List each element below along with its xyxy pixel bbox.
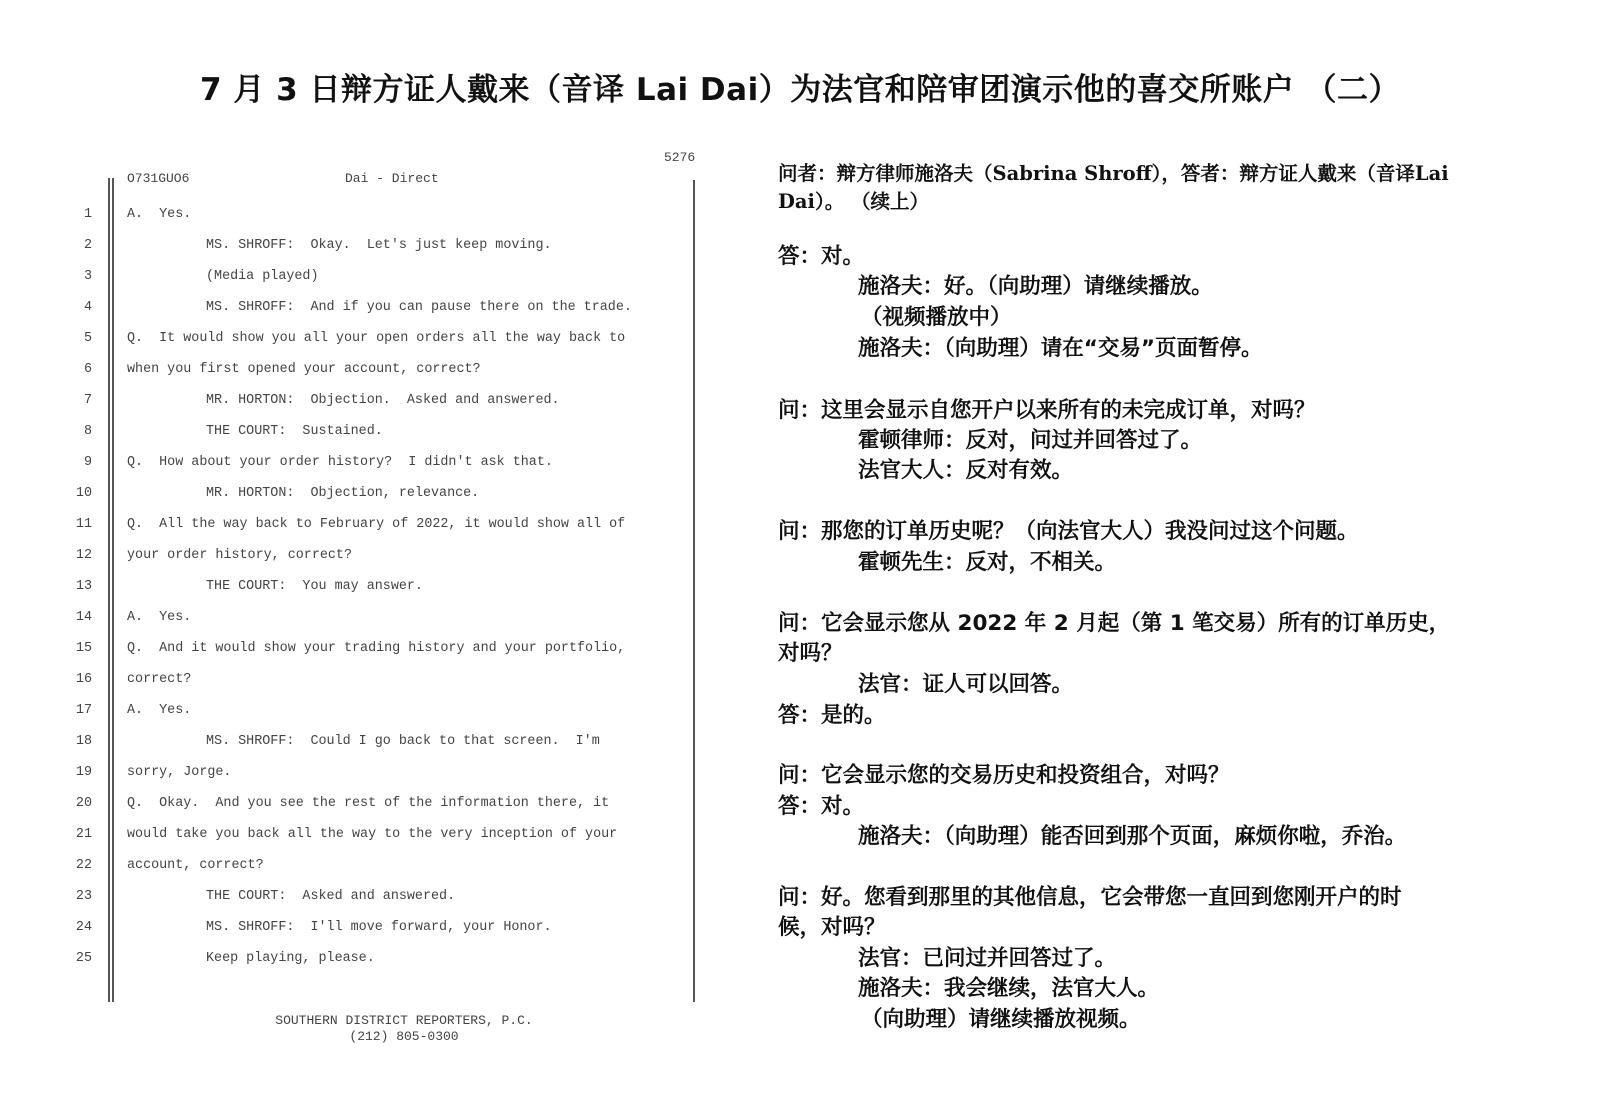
line-text: (Media played)	[206, 269, 319, 284]
transcript-line	[0, 238, 700, 258]
translation-line: 问：它会显示您的交易历史和投资组合，对吗？	[778, 763, 1230, 788]
line-number: 1	[83, 207, 92, 222]
translation-line: 法官：已问过并回答过了。	[858, 946, 1117, 971]
transcript-line	[0, 548, 700, 568]
transcript-line	[0, 796, 700, 816]
line-number: 9	[83, 455, 92, 470]
translation-intro: 问者：辩方律师施洛夫（Sabrina Shroff），答者：辩方证人戴来（音译Lai Dai）。 （续上）	[778, 162, 1449, 213]
line-text: Q. Okay. And you see the rest of the information there, it	[127, 796, 610, 811]
transcript-line	[0, 486, 700, 506]
line-number: 12	[75, 548, 92, 563]
line-text: your order history, correct?	[127, 548, 352, 563]
line-text: Q. It would show you all your open orders all the way back to	[127, 331, 626, 346]
transcript-line	[0, 827, 700, 847]
line-text: MS. SHROFF: And if you can pause there on the trade.	[206, 300, 632, 315]
transcript-header-id: O731GUO6	[127, 171, 190, 186]
line-number: 16	[75, 672, 92, 687]
line-text: MR. HORTON: Objection, relevance.	[206, 486, 480, 501]
line-text: MR. HORTON: Objection. Asked and answered.	[206, 393, 560, 408]
line-text: A. Yes.	[127, 610, 192, 625]
line-text: THE COURT: Sustained.	[206, 424, 383, 439]
line-text: MS. SHROFF: Could I go back to that screen. I'm	[206, 734, 600, 749]
line-text: THE COURT: Asked and answered.	[206, 889, 456, 904]
translation-line: 施洛夫：（向助理）能否回到那个页面，麻烦你啦，乔治。	[858, 824, 1407, 849]
line-text: A. Yes.	[127, 703, 192, 718]
line-text: correct?	[127, 672, 192, 687]
line-text: Keep playing, please.	[206, 951, 375, 966]
transcript-line	[0, 703, 700, 723]
line-number: 18	[75, 734, 92, 749]
translation-line: 施洛夫：我会继续，法官大人。	[858, 976, 1160, 1001]
translation-line: 答：对。	[778, 794, 865, 819]
translation-line: 答：对。	[778, 244, 865, 269]
line-number: 13	[75, 579, 92, 594]
line-text: would take you back all the way to the very inception of your	[127, 827, 618, 842]
transcript-page-number: 5276	[664, 150, 696, 165]
translation-line: 霍顿先生：反对，不相关。	[858, 550, 1117, 575]
line-number: 4	[83, 300, 92, 315]
transcript-line	[0, 424, 700, 444]
transcript-line	[0, 734, 700, 754]
transcript-line	[0, 951, 700, 971]
line-text: MS. SHROFF: Okay. Let's just keep moving.	[206, 238, 552, 253]
translation-line: 问：那您的订单历史呢？（向法官大人）我没问过这个问题。	[778, 519, 1359, 544]
translation-line: 答：是的。	[778, 703, 886, 728]
transcript-line	[0, 579, 700, 599]
translation-line: 问：这里会显示自您开户以来所有的未完成订单，对吗？	[778, 398, 1316, 423]
transcript-line	[0, 517, 700, 537]
line-text: A. Yes.	[127, 207, 192, 222]
transcript-line	[0, 455, 700, 475]
line-number: 24	[75, 920, 92, 935]
line-text: account, correct?	[127, 858, 264, 873]
translation-line: 问：它会显示您从 2022 年 2 月起（第 1 笔交易）所有的订单历史，	[778, 611, 1451, 636]
line-number: 11	[75, 517, 92, 532]
transcript-line	[0, 765, 700, 785]
line-text: MS. SHROFF: I'll move forward, your Honor.	[206, 920, 552, 935]
transcript-page	[0, 0, 720, 1101]
translation-line: 霍顿律师：反对，问过并回答过了。	[858, 428, 1203, 453]
line-number: 7	[83, 393, 92, 408]
translation-line: 法官大人：反对有效。	[858, 458, 1074, 483]
line-text: THE COURT: You may answer.	[206, 579, 423, 594]
transcript-line	[0, 331, 700, 351]
transcript-line	[0, 362, 700, 382]
line-number: 8	[83, 424, 92, 439]
transcript-line	[0, 920, 700, 940]
translation-line: （视频播放中）	[861, 305, 1012, 330]
translation-line: 问：好。您看到那里的其他信息，它会带您一直回到您刚开户的时	[778, 885, 1402, 910]
line-number: 25	[75, 951, 92, 966]
line-text: when you first opened your account, correct?	[127, 362, 481, 377]
transcript-line	[0, 207, 700, 227]
transcript-line	[0, 889, 700, 909]
translation-panel	[778, 160, 1498, 1060]
page-title: 7 月 3 日辩方证人戴来（音译 Lai Dai）为法官和陪审团演示他的喜交所账户 （二）	[200, 72, 1400, 108]
transcript-line	[0, 300, 700, 320]
line-number: 5	[83, 331, 92, 346]
translation-line: 对吗？	[778, 641, 843, 666]
line-number: 23	[75, 889, 92, 904]
translation-line: （向助理）请继续播放视频。	[861, 1007, 1141, 1032]
transcript-line	[0, 858, 700, 878]
transcript-line	[0, 393, 700, 413]
line-text: sorry, Jorge.	[127, 765, 232, 780]
line-number: 6	[83, 362, 92, 377]
transcript-footer-phone: (212) 805-0300	[349, 1029, 459, 1044]
transcript-line	[0, 269, 700, 289]
line-text: Q. How about your order history? I didn't ask that.	[127, 455, 553, 470]
line-number: 19	[75, 765, 92, 780]
translation-line: 候，对吗？	[778, 915, 886, 940]
transcript-line	[0, 610, 700, 630]
transcript-footer-reporter: SOUTHERN DISTRICT REPORTERS, P.C.	[275, 1013, 533, 1028]
line-number: 2	[83, 238, 92, 253]
line-number: 14	[75, 610, 92, 625]
line-number: 10	[75, 486, 92, 501]
line-number: 15	[75, 641, 92, 656]
line-text: Q. And it would show your trading history and your portfolio,	[127, 641, 626, 656]
line-number: 22	[75, 858, 92, 873]
line-number: 20	[75, 796, 92, 811]
line-number: 17	[75, 703, 92, 718]
translation-line: 施洛夫：好。（向助理）请继续播放。	[858, 274, 1213, 299]
transcript-line	[0, 641, 700, 661]
line-number: 21	[75, 827, 92, 842]
translation-line: 施洛夫：（向助理）请在“交易”页面暂停。	[858, 336, 1263, 361]
transcript-line	[0, 672, 700, 692]
transcript-header-witness: Dai - Direct	[345, 171, 439, 186]
line-number: 3	[83, 269, 92, 284]
translation-line: 法官：证人可以回答。	[858, 672, 1074, 697]
line-text: Q. All the way back to February of 2022, it would show all of	[127, 517, 626, 532]
